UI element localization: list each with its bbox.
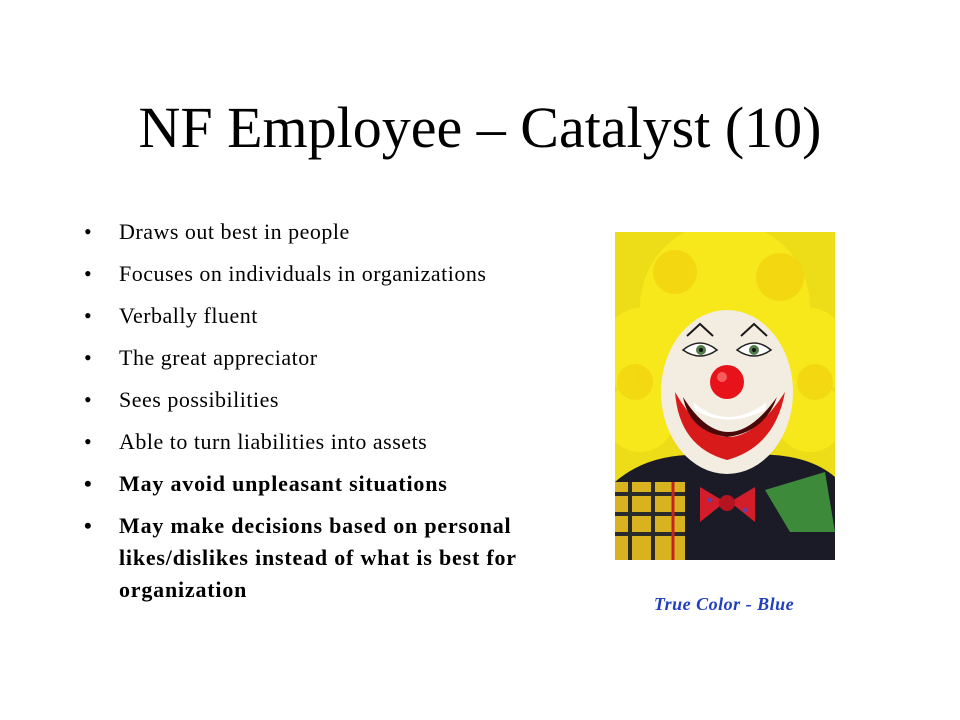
bullet-icon: • [84,471,93,496]
clown-nose [710,365,744,399]
bullet-text: The great appreciator [119,345,318,370]
bullet-item [84,258,544,290]
bullet-icon: • [84,303,93,328]
bullet-item [84,468,544,500]
bullet-icon: • [84,387,93,412]
bullet-text: Draws out best in people [119,219,350,244]
bullet-list [84,216,544,616]
bullet-text: Focuses on individuals in organizations [119,261,487,286]
bullet-icon: • [84,345,93,370]
bullet-text: May avoid unpleasant situations [119,471,448,496]
slide-title: NF Employee – Catalyst (10) [138,95,822,160]
bullet-text: May make decisions based on personal likes/dislikes instead of what is best for organization [119,513,517,602]
clown-illustration [615,232,835,560]
plaid-collar [615,482,685,560]
bullet-text: Able to turn liabilities into assets [119,429,428,454]
bullet-text: Verbally fluent [119,303,258,328]
bullet-text: Sees possibilities [119,387,279,412]
bullet-icon: • [84,261,93,286]
bullet-icon: • [84,513,93,538]
image-caption: True Color - Blue [653,594,795,614]
bullet-item [84,384,544,416]
bullet-item [84,300,544,332]
bullet-item [84,510,544,606]
bullet-item [84,426,544,458]
bullet-icon: • [84,219,93,244]
bullet-item [84,342,544,374]
bullet-icon: • [84,429,93,454]
clown-photo [615,232,835,560]
bullet-item [84,216,544,248]
